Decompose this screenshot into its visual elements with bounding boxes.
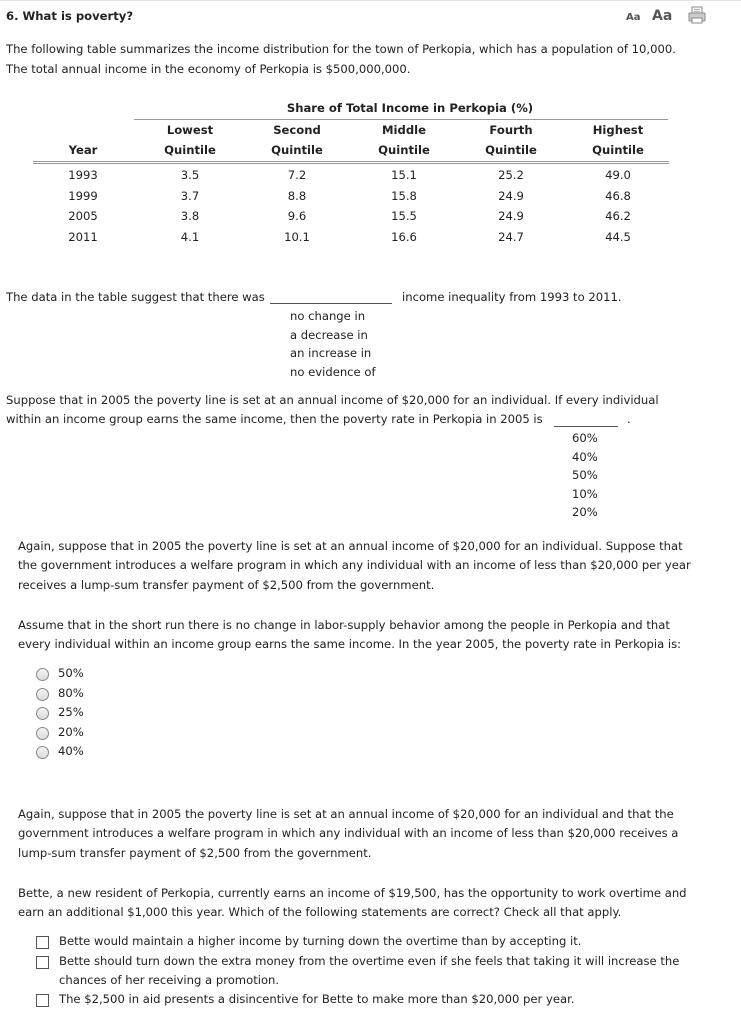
q1-dropdown-blank[interactable] (270, 303, 392, 304)
q3-line-1: Again, suppose that in 2005 the poverty line is set at an annual income of $20,000 for an individual. Suppose that (18, 539, 683, 553)
header-middle: Middle (382, 123, 426, 137)
cell-highest: 46.2 (605, 209, 631, 223)
q3-radio[interactable] (36, 688, 49, 701)
cell-lowest: 4.1 (180, 230, 200, 244)
header-fourth: Fourth (489, 123, 533, 137)
cell-fourth: 24.9 (498, 189, 524, 203)
q2-option[interactable]: 50% (572, 468, 598, 482)
header-lowest-quintile: Quintile (164, 143, 216, 157)
header-highest: Highest (592, 123, 644, 137)
q1-option[interactable]: a decrease in (290, 327, 368, 342)
header-rule-2 (33, 163, 669, 164)
table-caption: Share of Total Income in Perkopia (%) (286, 101, 534, 115)
cell-highest: 46.8 (605, 189, 631, 203)
header-highest-quintile: Quintile (592, 143, 644, 157)
q2-option[interactable]: 60% (572, 431, 598, 445)
cell-year: 2005 (68, 209, 98, 223)
cell-lowest: 3.8 (180, 209, 200, 223)
cell-fourth: 24.9 (498, 209, 524, 223)
q2-dropdown-blank[interactable] (554, 426, 618, 427)
q4-checkbox[interactable] (36, 994, 49, 1007)
cell-fourth: 25.2 (498, 168, 524, 182)
q1-option[interactable]: an increase in (290, 346, 372, 360)
q3-line-2: the government introduces a welfare program in which any individual with an income of less than $20,000 per year (18, 558, 691, 572)
header-second: Second (273, 123, 321, 137)
intro-line-1: The following table summarizes the income distribution for the town of Perkopia, which has a population of 10,000. (6, 42, 676, 56)
cell-middle: 15.1 (391, 168, 417, 182)
q3-line-4: Assume that in the short run there is no change in labor-supply behavior among the people in Perkopia and that (18, 618, 670, 632)
q2-option[interactable]: 10% (572, 486, 598, 501)
header-second-quintile: Quintile (271, 143, 323, 157)
font-size-large-button[interactable]: Aa (652, 8, 673, 24)
cell-second: 8.8 (287, 189, 307, 203)
cell-lowest: 3.7 (180, 189, 200, 203)
q4-line-5: earn an additional $1,000 this year. Which of the following statements are correct? Check all that apply. (18, 905, 622, 919)
print-icon[interactable] (688, 6, 706, 24)
q3-radio[interactable] (36, 668, 49, 681)
q4-option-label: Bette would maintain a higher income by turning down the overtime than by accepting it. (59, 934, 582, 948)
q3-radio[interactable] (36, 746, 49, 759)
header-year: Year (68, 143, 98, 157)
cell-year: 1993 (68, 168, 98, 182)
header-middle-quintile: Quintile (378, 143, 430, 157)
q4-option-label: The $2,500 in aid presents a disincentive for Bette to make more than $20,000 per year. (59, 992, 575, 1006)
q3-radio[interactable] (36, 727, 49, 740)
q1-option[interactable]: no change in (290, 309, 366, 323)
cell-second: 9.6 (287, 209, 307, 223)
intro-line-2: The total annual income in the economy of Perkopia is $500,000,000. (6, 62, 411, 76)
q4-option-label: Bette should turn down the extra money from the overtime even if she feels that taking it will increase the (59, 954, 680, 968)
q1-option[interactable]: no evidence of (290, 364, 376, 379)
header-fourth-quintile: Quintile (485, 143, 537, 157)
font-size-small-button[interactable]: Aa (626, 12, 641, 23)
question-title: 6. What is poverty? (6, 9, 134, 23)
cell-middle: 16.6 (391, 230, 417, 244)
q1-text-after: income inequality from 1993 to 2011. (402, 290, 622, 304)
header-lowest: Lowest (166, 123, 214, 137)
q4-checkbox[interactable] (36, 956, 49, 969)
q3-radio-group (36, 666, 156, 766)
q2-option[interactable]: 20% (572, 505, 598, 519)
cell-year: 1999 (68, 189, 98, 203)
cell-year: 2011 (68, 230, 98, 244)
q3-option-label: 50% (58, 666, 84, 680)
cell-fourth: 24.7 (498, 230, 524, 244)
cell-second: 10.1 (284, 230, 310, 244)
header-rule-1 (33, 161, 669, 162)
cell-middle: 15.5 (391, 209, 417, 223)
cell-second: 7.2 (287, 168, 307, 182)
cell-highest: 49.0 (605, 168, 631, 182)
q1-text-before: The data in the table suggest that there was (6, 290, 265, 304)
q3-option-label: 80% (58, 686, 84, 700)
q3-radio[interactable] (36, 707, 49, 720)
q1-options (290, 307, 376, 381)
q4-line-4: Bette, a new resident of Perkopia, currently earns an income of $19,500, has the opportunity to work overtime and (18, 886, 687, 900)
top-border (0, 0, 741, 5)
cell-middle: 15.8 (391, 189, 417, 203)
q2-line-1: Suppose that in 2005 the poverty line is set at an annual income of $20,000 for an individual. If every individual (6, 393, 659, 407)
q3-option-label: 20% (58, 725, 84, 739)
q2-line-2: within an income group earns the same income, then the poverty rate in Perkopia in 2005 is (6, 412, 543, 426)
q3-option-label: 40% (58, 744, 84, 758)
q3-line-3: receives a lump-sum transfer payment of $2,500 from the government. (18, 578, 435, 592)
q4-line-1: Again, suppose that in 2005 the poverty line is set at an annual income of $20,000 for an individual and that the (18, 807, 674, 821)
q4-line-2: government introduces a welfare program in which any individual with an income of less than $20,000 receives a (18, 826, 679, 840)
q2-option[interactable]: 40% (572, 449, 598, 464)
q3-line-5: every individual within an income group earns the same income. In the year 2005, the poverty rate in Perkopia is: (18, 637, 682, 651)
q4-option-label-cont: chances of her receiving a promotion. (59, 973, 280, 987)
q4-checkbox[interactable] (36, 936, 49, 949)
q3-option-label: 25% (58, 705, 84, 719)
q4-line-3: lump-sum transfer payment of $2,500 from the government. (18, 846, 372, 860)
cell-lowest: 3.5 (180, 168, 200, 182)
q2-options (572, 429, 598, 522)
caption-rule (134, 119, 668, 120)
cell-highest: 44.5 (605, 230, 631, 244)
q2-period: . (627, 412, 631, 426)
